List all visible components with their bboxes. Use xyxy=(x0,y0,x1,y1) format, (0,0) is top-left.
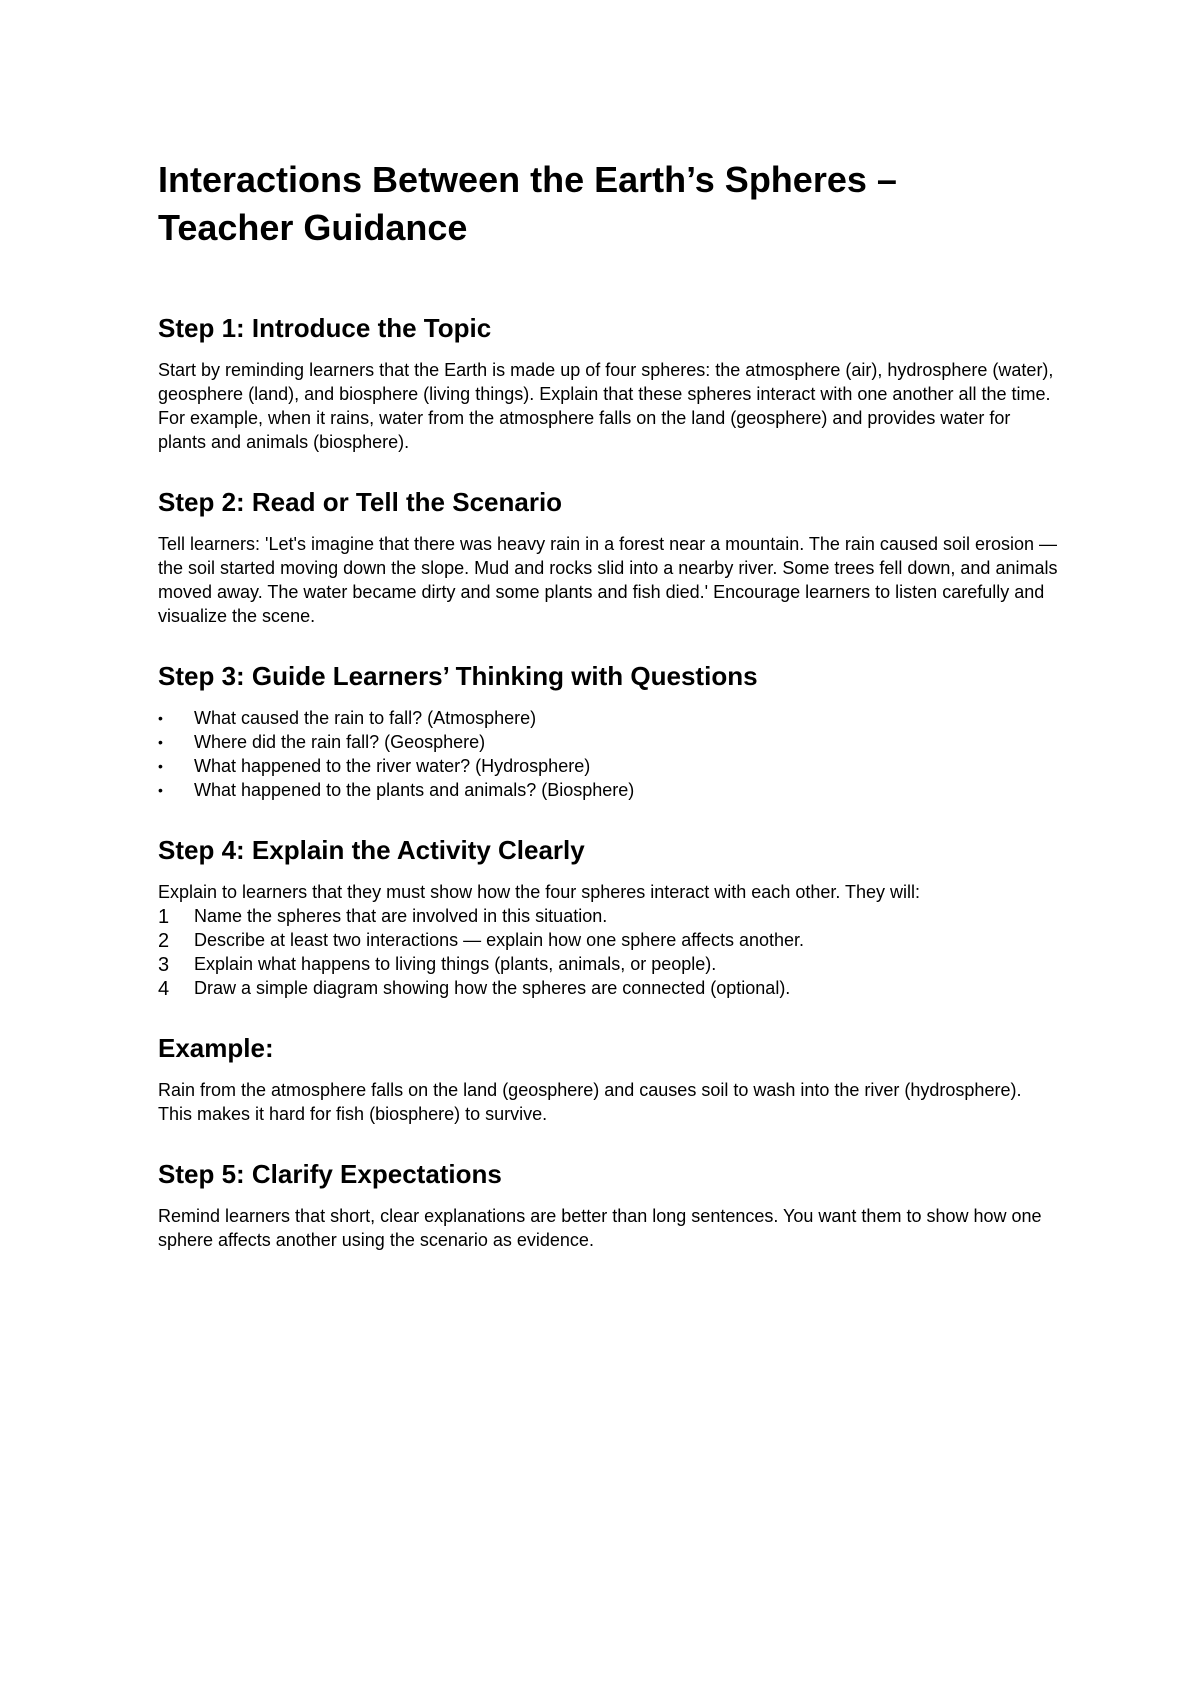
numbered-item xyxy=(158,904,1058,928)
question-item: • Where did the rain fall? (Geosphere) xyxy=(158,730,1058,754)
step1-heading: Step 1: Introduce the Topic xyxy=(158,313,492,343)
step1-section xyxy=(158,312,1058,454)
step3-question-list xyxy=(158,706,1058,802)
step2-section xyxy=(158,486,1058,628)
item-number: 3 xyxy=(158,954,170,976)
example-section xyxy=(158,1032,1058,1126)
item-text: Explain what happens to living things (plants, animals, or people). xyxy=(194,954,717,974)
item-number: 1 xyxy=(158,906,170,928)
step4-numbered-list xyxy=(158,904,1058,1000)
document-title xyxy=(158,156,1058,252)
step2-body: Tell learners: 'Let's imagine that there was heavy rain in a forest near a mountain. The rain caused soil erosion — the soil started moving down the slope. Mud and rocks slid into a nearby river. Some trees fell down, and animals moved away. The water became dirty and some plants and fish died.' Encourage learners to listen carefully and visualize the scene. xyxy=(158,534,1058,626)
example-body: Rain from the atmosphere falls on the land (geosphere) and causes soil to wash into the river (hydrosphere). This makes it hard for fish (biosphere) to survive. xyxy=(158,1080,1022,1124)
title-line-2: Teacher Guidance xyxy=(158,207,468,248)
question-item: • What happened to the plants and animals? (Biosphere) xyxy=(158,778,1058,802)
example-heading: Example: xyxy=(158,1033,274,1063)
question-item: • What happened to the river water? (Hydrosphere) xyxy=(158,754,1058,778)
numbered-item xyxy=(158,928,1058,952)
step2-heading: Step 2: Read or Tell the Scenario xyxy=(158,487,563,517)
item-number: 2 xyxy=(158,930,170,952)
step5-section xyxy=(158,1158,1058,1252)
step1-body: Start by reminding learners that the Earth is made up of four spheres: the atmosphere (air), hydrosphere (water), geosphere (land), and biosphere (living things). Explain that these spheres interact with one another all the time. For example, when it rains, water from the atmosphere falls on the land (geosphere) and provides water for plants and animals (biosphere). xyxy=(158,360,1054,452)
title-line-1: Interactions Between the Earth’s Spheres – xyxy=(158,159,897,200)
item-text: Name the spheres that are involved in this situation. xyxy=(194,906,608,926)
question-item: • What caused the rain to fall? (Atmosphere) xyxy=(158,706,1058,730)
item-text: Draw a simple diagram showing how the spheres are connected (optional). xyxy=(194,978,791,998)
numbered-item xyxy=(158,976,1058,1000)
step4-intro: Explain to learners that they must show how the four spheres interact with each other. They will: xyxy=(158,882,921,902)
numbered-item xyxy=(158,952,1058,976)
item-text: Describe at least two interactions — explain how one sphere affects another. xyxy=(194,930,805,950)
step4-heading: Step 4: Explain the Activity Clearly xyxy=(158,835,585,865)
step3-section xyxy=(158,660,1058,802)
step5-body: Remind learners that short, clear explanations are better than long sentences. You want them to show how one sphere affects another using the scenario as evidence. xyxy=(158,1206,1042,1250)
step3-heading: Step 3: Guide Learners’ Thinking with Questions xyxy=(158,661,758,691)
item-number: 4 xyxy=(158,978,170,1000)
step5-heading: Step 5: Clarify Expectations xyxy=(158,1159,502,1189)
document-content xyxy=(158,156,1058,1284)
step4-section xyxy=(158,834,1058,1000)
